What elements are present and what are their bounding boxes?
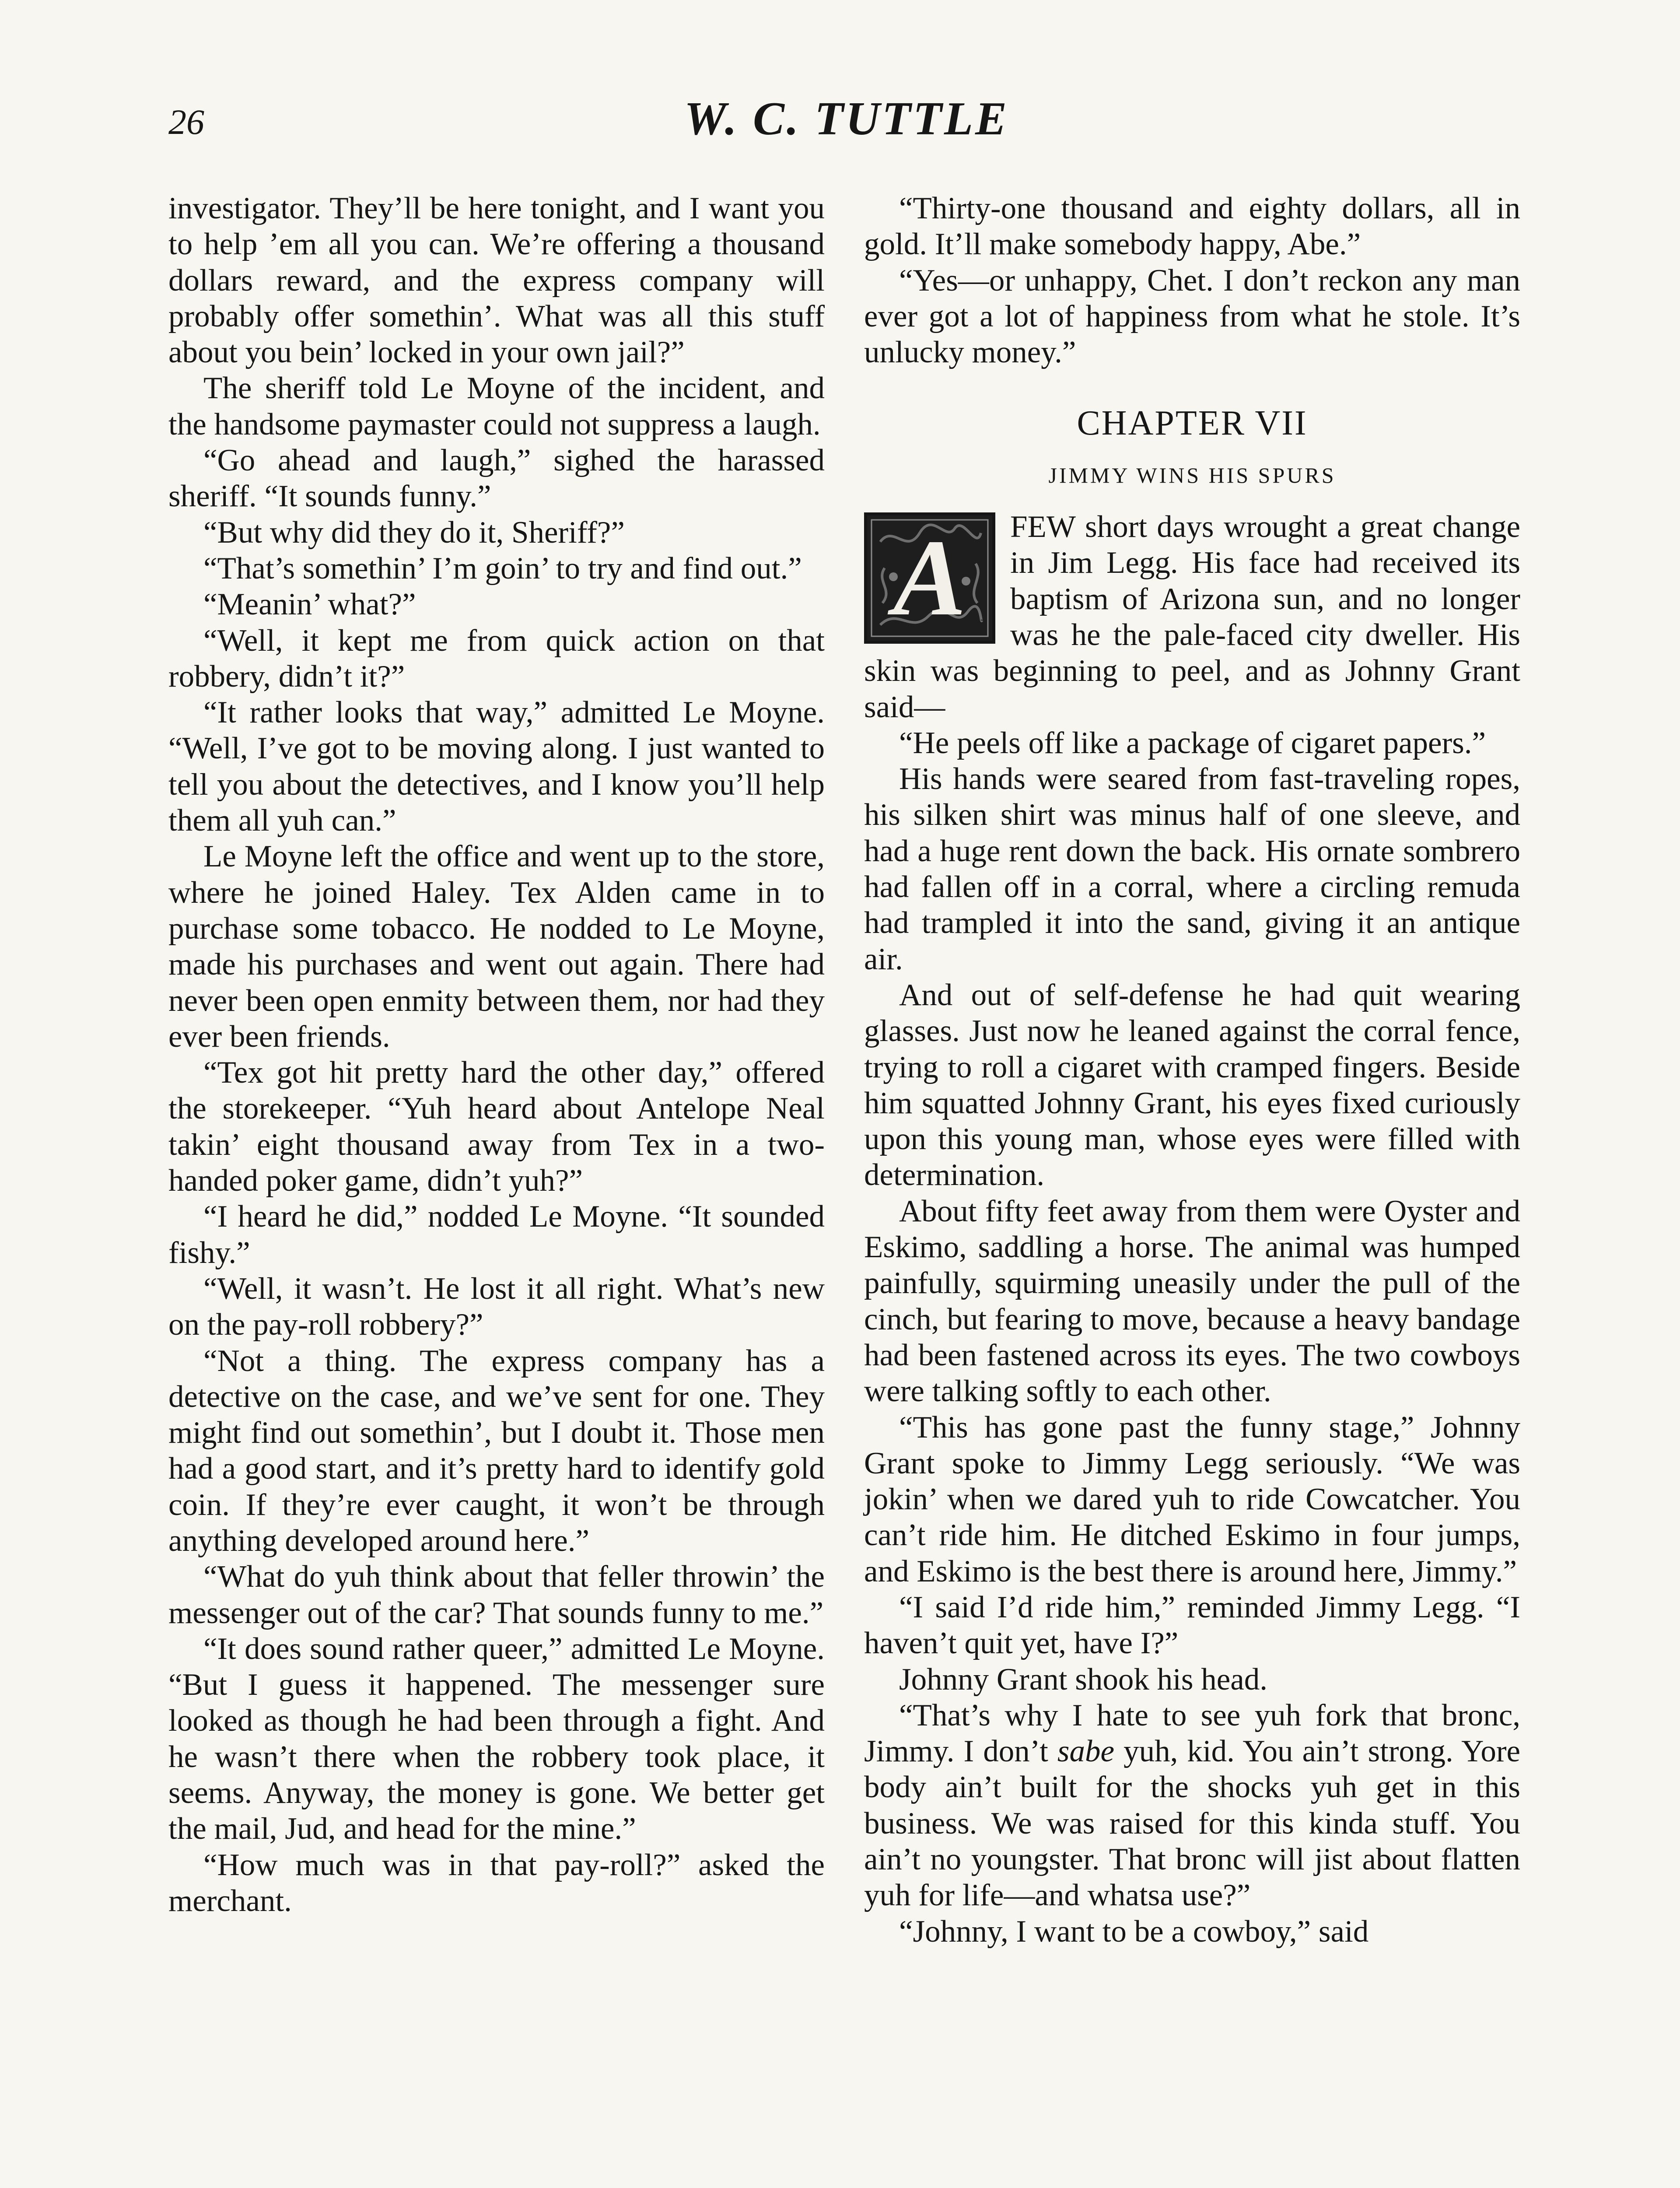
paragraph: His hands were seared from fast-traveling ropes, his silken shirt was minus half of one sleeve, and had a huge rent down the back. His ornate sombrero had fallen off in a corral, where a circling remuda had trampled it into the sand, giving it an antique air.: [864, 762, 1520, 976]
paragraph: About fifty feet away from them were Oyster and Eskimo, saddling a horse. The animal was humped painfully, squirming uneasily under the pull of the cinch, but fearing to move, because a heavy bandage had been fastened across its eyes. The two cowboys were talking softly to each other.: [864, 1194, 1520, 1409]
left-column: [168, 190, 825, 1919]
paragraph: “That’s somethin’ I’m goin’ to try and find out.”: [203, 551, 802, 586]
paragraph: “I said I’d ride him,” reminded Jimmy Legg. “I haven’t quit yet, have I?”: [864, 1590, 1520, 1661]
paragraph: “Tex got hit pretty hard the other day,” offered the storekeeper. “Yuh heard about Antelope Neal takin’ eight thousand away from Tex in a two-handed poker game, didn’t yuh?”: [168, 1055, 825, 1198]
paragraph: “Not a thing. The express company has a detective on the case, and we’ve sent for one. They might find out somethin’, but I doubt it. Those men had a good start, and it’s pretty hard to identify gold coin. If they’re ever caught, it won’t be through anything developed around here.”: [168, 1343, 825, 1558]
paragraph: “How much was in that pay-roll?” asked the merchant.: [168, 1848, 825, 1918]
paragraph: Johnny Grant shook his head.: [899, 1662, 1268, 1697]
paragraph: “Meanin’ what?”: [203, 587, 416, 622]
running-title: W. C. TUTTLE: [684, 93, 1009, 145]
paragraph: “But why did they do it, Sheriff?”: [203, 515, 625, 550]
paragraph: “Yes—or unhappy, Chet. I don’t reckon any man ever got a lot of happiness from what he stole. It’s unlucky money.”: [864, 263, 1520, 370]
paragraph: “I heard he did,” nodded Le Moyne. “It sounded fishy.”: [168, 1199, 825, 1270]
paragraph: “Johnny, I want to be a cowboy,” said: [899, 1914, 1369, 1949]
first-paragraph-text: FEW short days wrought a great change in Jim Legg. His face had received its baptism of Arizona sun, and no longer was he the pale-faced city dweller. His skin was beginning to peel, and as Johnny Grant said—: [864, 510, 1520, 724]
italic-word: sabe: [1057, 1734, 1115, 1769]
paragraph: And out of self-defense he had quit wearing glasses. Just now he leaned against the corral fence, trying to roll a cigaret with cramped fingers. Beside him squatted Johnny Grant, his eyes fixed curiously upon this young man, whose eyes were filled with determination.: [864, 978, 1520, 1192]
dropcap-letter: A: [893, 517, 966, 639]
paragraph: [864, 1697, 1520, 1914]
decorative-dropcap-icon: [864, 512, 995, 644]
paragraph-text: “That’s why I hate to see yuh fork that bronc, Jimmy. I don’t: [864, 1698, 1520, 1769]
paragraph-text: yuh, kid. You ain’t strong. Yore body ain’t built for the shocks yuh get in this business. We was raised for this kinda stuff. You ain’t no youngster. That bronc will jist about flatten yuh for life—and whatsa use?”: [864, 1734, 1520, 1913]
page-header: [168, 92, 1525, 158]
paragraph: “Thirty-one thousand and eighty dollars, all in gold. It’ll make somebody happy, Abe.”: [864, 191, 1520, 262]
chapter-title: CHAPTER VII: [1077, 404, 1308, 443]
page-number: 26: [168, 102, 204, 142]
paragraph: “He peels off like a package of cigaret papers.”: [899, 726, 1486, 760]
paragraph: The sheriff told Le Moyne of the incident, and the handsome paymaster could not suppress a laugh.: [168, 371, 825, 442]
paragraph: “What do yuh think about that feller throwin’ the messenger out of the car? That sounds funny to me.”: [168, 1560, 825, 1630]
paragraph: “Well, it kept me from quick action on that robbery, didn’t it?”: [168, 623, 825, 694]
chapter-opening-paragraph: [864, 509, 1520, 725]
paragraph: Le Moyne left the office and went up to the store, where he joined Haley. Tex Alden came in to purchase some tobacco. He nodded to Le Moyne, made his purchases and went out again. There had never been open enmity between them, nor had they ever been friends.: [168, 839, 825, 1054]
chapter-subtitle: JIMMY WINS HIS SPURS: [1048, 463, 1336, 487]
paragraph: “Go ahead and laugh,” sighed the harassed sheriff. “It sounds funny.”: [168, 443, 825, 514]
right-column: [864, 190, 1520, 1950]
paragraph: “This has gone past the funny stage,” Johnny Grant spoke to Jimmy Legg seriously. “We was jokin’ when we dared yuh to ride Cowcatcher. You can’t ride him. He ditched Eskimo in four jumps, and Eskimo is the best there is around here, Jimmy.”: [864, 1410, 1520, 1588]
paragraph: “Well, it wasn’t. He lost it all right. What’s new on the pay-roll robbery?”: [168, 1271, 825, 1342]
paragraph: investigator. They’ll be here tonight, and I want you to help ’em all you can. We’re offering a thousand dollars reward, and the express company will probably offer somethin’. What was all this stuff about you bein’ locked in your own jail?”: [168, 191, 825, 370]
paragraph: “It does sound rather queer,” admitted Le Moyne. “But I guess it happened. The messenger sure looked as though he had been through a fight. And he wasn’t there when the robbery took place, it seems. Anyway, the money is gone. We better get the mail, Jud, and head for the mine.”: [168, 1631, 825, 1846]
paragraph: “It rather looks that way,” admitted Le Moyne. “Well, I’ve got to be moving along. I just wanted to tell you about the detectives, and I know you’ll help them all yuh can.”: [168, 695, 825, 838]
